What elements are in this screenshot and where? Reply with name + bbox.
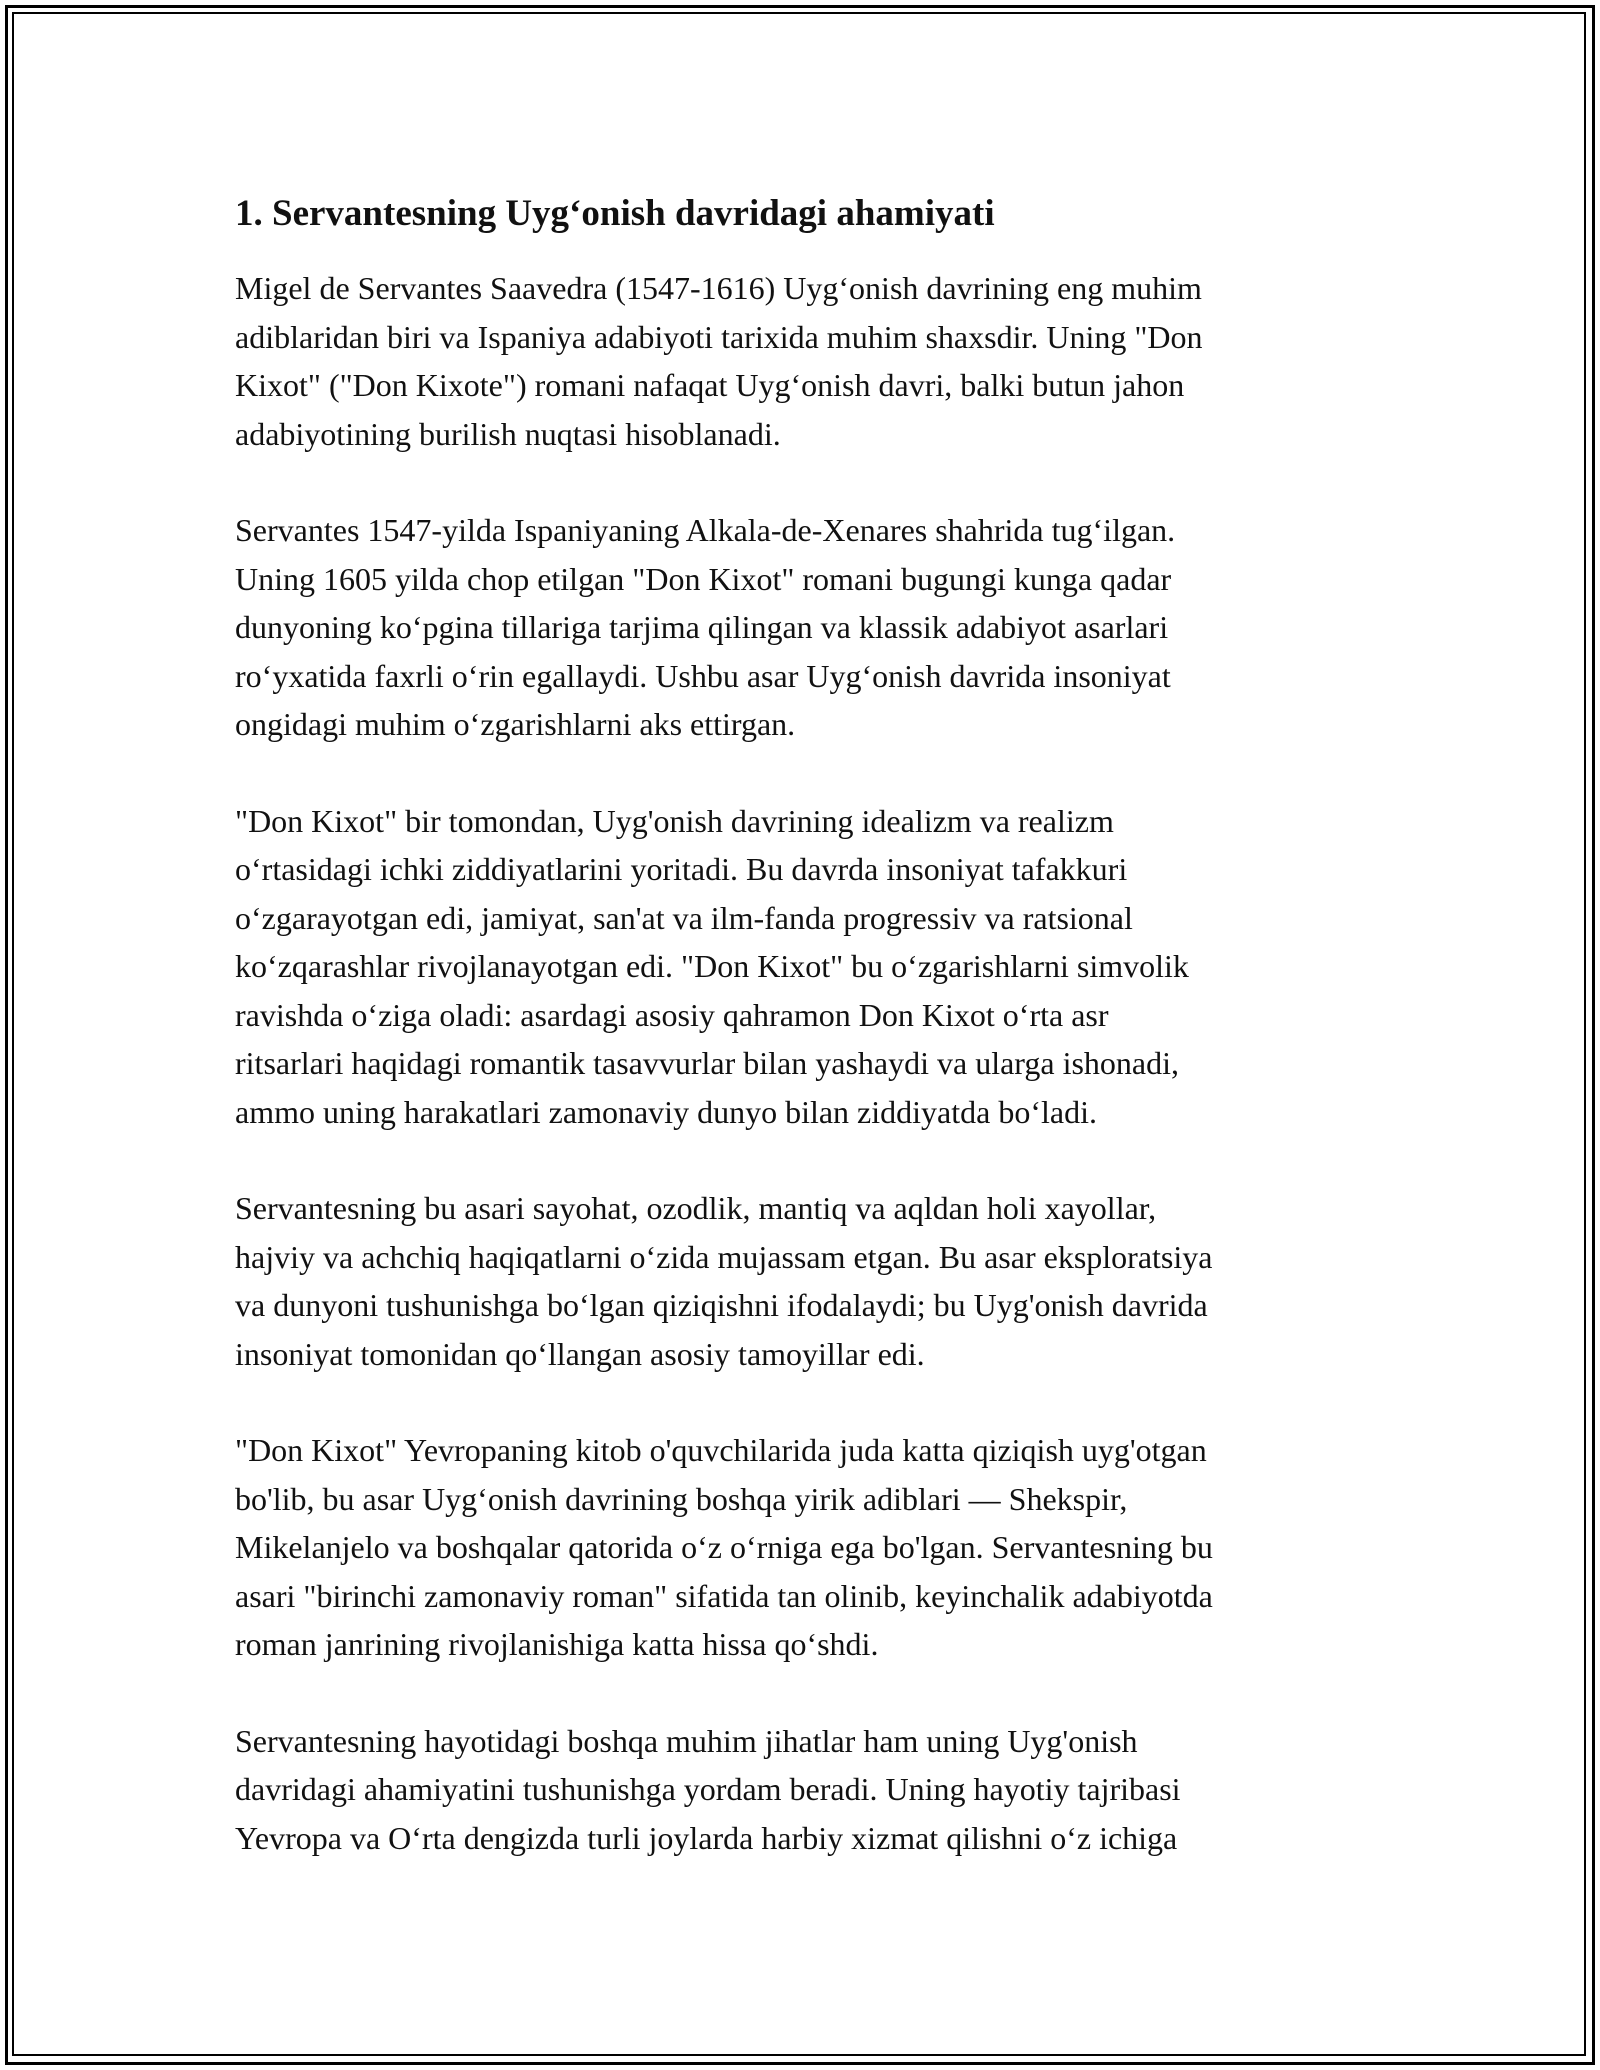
paragraph-line: Mikelanjelo va boshqalar qatorida o‘z o‘rniga ega bo'lgan. Servantesning bu	[235, 1529, 1213, 1565]
paragraph-line: ko‘zqarashlar rivojlanayotgan edi. "Don Kixot" bu o‘zgarishlarni simvolik	[235, 948, 1189, 984]
paragraph-line: Migel de Servantes Saavedra (1547-1616) Uyg‘onish davrining eng muhim	[235, 270, 1202, 306]
paragraph-line: va dunyoni tushunishga bo‘lgan qiziqishni ifodalaydi; bu Uyg'onish davrida	[235, 1287, 1208, 1323]
paragraph-biography	[235, 506, 1370, 749]
paragraph-line: adiblaridan biri va Ispaniya adabiyoti tarixida muhim shaxsdir. Uning "Don	[235, 318, 1203, 355]
paragraph-life	[235, 1717, 1370, 1863]
paragraph-line: o‘zgarayotgan edi, jamiyat, san'at va ilm-fanda progressiv va ratsional	[235, 899, 1133, 936]
paragraph-line: ritsarlari haqidagi romantik tasavvurlar bilan yashaydi va ularga ishonadi,	[235, 1045, 1180, 1081]
paragraph-line: Yevropa va O‘rta dengizda turli joylarda harbiy xizmat qilishni o‘z ichiga	[235, 1819, 1178, 1856]
paragraph-line: ravishda o‘ziga oladi: asardagi asosiy qahramon Don Kixot o‘rta asr	[235, 996, 1109, 1033]
paragraph-line: ro‘yxatida faxrli o‘rin egallaydi. Ushbu asar Uyg‘onish davrida insoniyat	[235, 657, 1171, 694]
paragraph-line: roman janrining rivojlanishiga katta hissa qo‘shdi.	[235, 1626, 879, 1662]
paragraph-line: "Don Kixot" Yevropaning kitob o'quvchilarida juda katta qiziqish uyg'otgan	[235, 1432, 1207, 1468]
paragraph-line: asari "birinchi zamonaviy roman" sifatida tan olinib, keyinchalik adabiyotda	[235, 1577, 1213, 1614]
paragraph-line: Uning 1605 yilda chop etilgan "Don Kixot" romani bugungi kunga qadar	[235, 560, 1172, 597]
paragraph-line: bo'lib, bu asar Uyg‘onish davrining boshqa yirik adiblari — Shekspir,	[235, 1480, 1128, 1517]
paragraph-influence	[235, 1426, 1370, 1669]
paragraph-line: adabiyotining burilish nuqtasi hisoblanadi.	[235, 415, 781, 452]
paragraph-line: Servantesning bu asari sayohat, ozodlik, mantiq va aqldan holi xayollar,	[235, 1190, 1157, 1226]
paragraph-line: "Don Kixot" bir tomondan, Uyg'onish davrining idealizm va realizm	[235, 802, 1114, 839]
section-heading: 1. Servantesning Uyg‘onish davridagi ahamiyati	[235, 193, 995, 234]
paragraph-intro	[235, 264, 1370, 458]
paragraph-line: ammo uning harakatlari zamonaviy dunyo bilan ziddiyatda bo‘ladi.	[235, 1093, 1097, 1130]
paragraph-line: dunyoning ko‘pgina tillariga tarjima qilingan va klassik adabiyot asarlari	[235, 609, 1169, 645]
paragraph-line: hajviy va achchiq haqiqatlarni o‘zida mujassam etgan. Bu asar eksploratsiya	[235, 1238, 1213, 1275]
document-body	[235, 190, 1370, 1910]
paragraph-themes	[235, 1184, 1370, 1378]
paragraph-line: Kixot" ("Don Kixote") romani nafaqat Uyg‘onish davri, balki butun jahon	[235, 367, 1185, 403]
paragraph-idealism	[235, 797, 1370, 1137]
paragraph-line: davridagi ahamiyatini tushunishga yordam beradi. Uning hayotiy tajribasi	[235, 1771, 1181, 1807]
paragraph-line: Servantes 1547-yilda Ispaniyaning Alkala-de-Xenares shahrida tug‘ilgan.	[235, 512, 1176, 548]
paragraph-line: insoniyat tomonidan qo‘llangan asosiy tamoyillar edi.	[235, 1335, 925, 1372]
paragraph-line: Servantesning hayotidagi boshqa muhim jihatlar ham uning Uyg'onish	[235, 1722, 1138, 1759]
paragraph-line: o‘rtasidagi ichki ziddiyatlarini yoritadi. Bu davrda insoniyat tafakkuri	[235, 851, 1128, 887]
paragraph-line: ongidagi muhim o‘zgarishlarni aks ettirgan.	[235, 706, 796, 742]
